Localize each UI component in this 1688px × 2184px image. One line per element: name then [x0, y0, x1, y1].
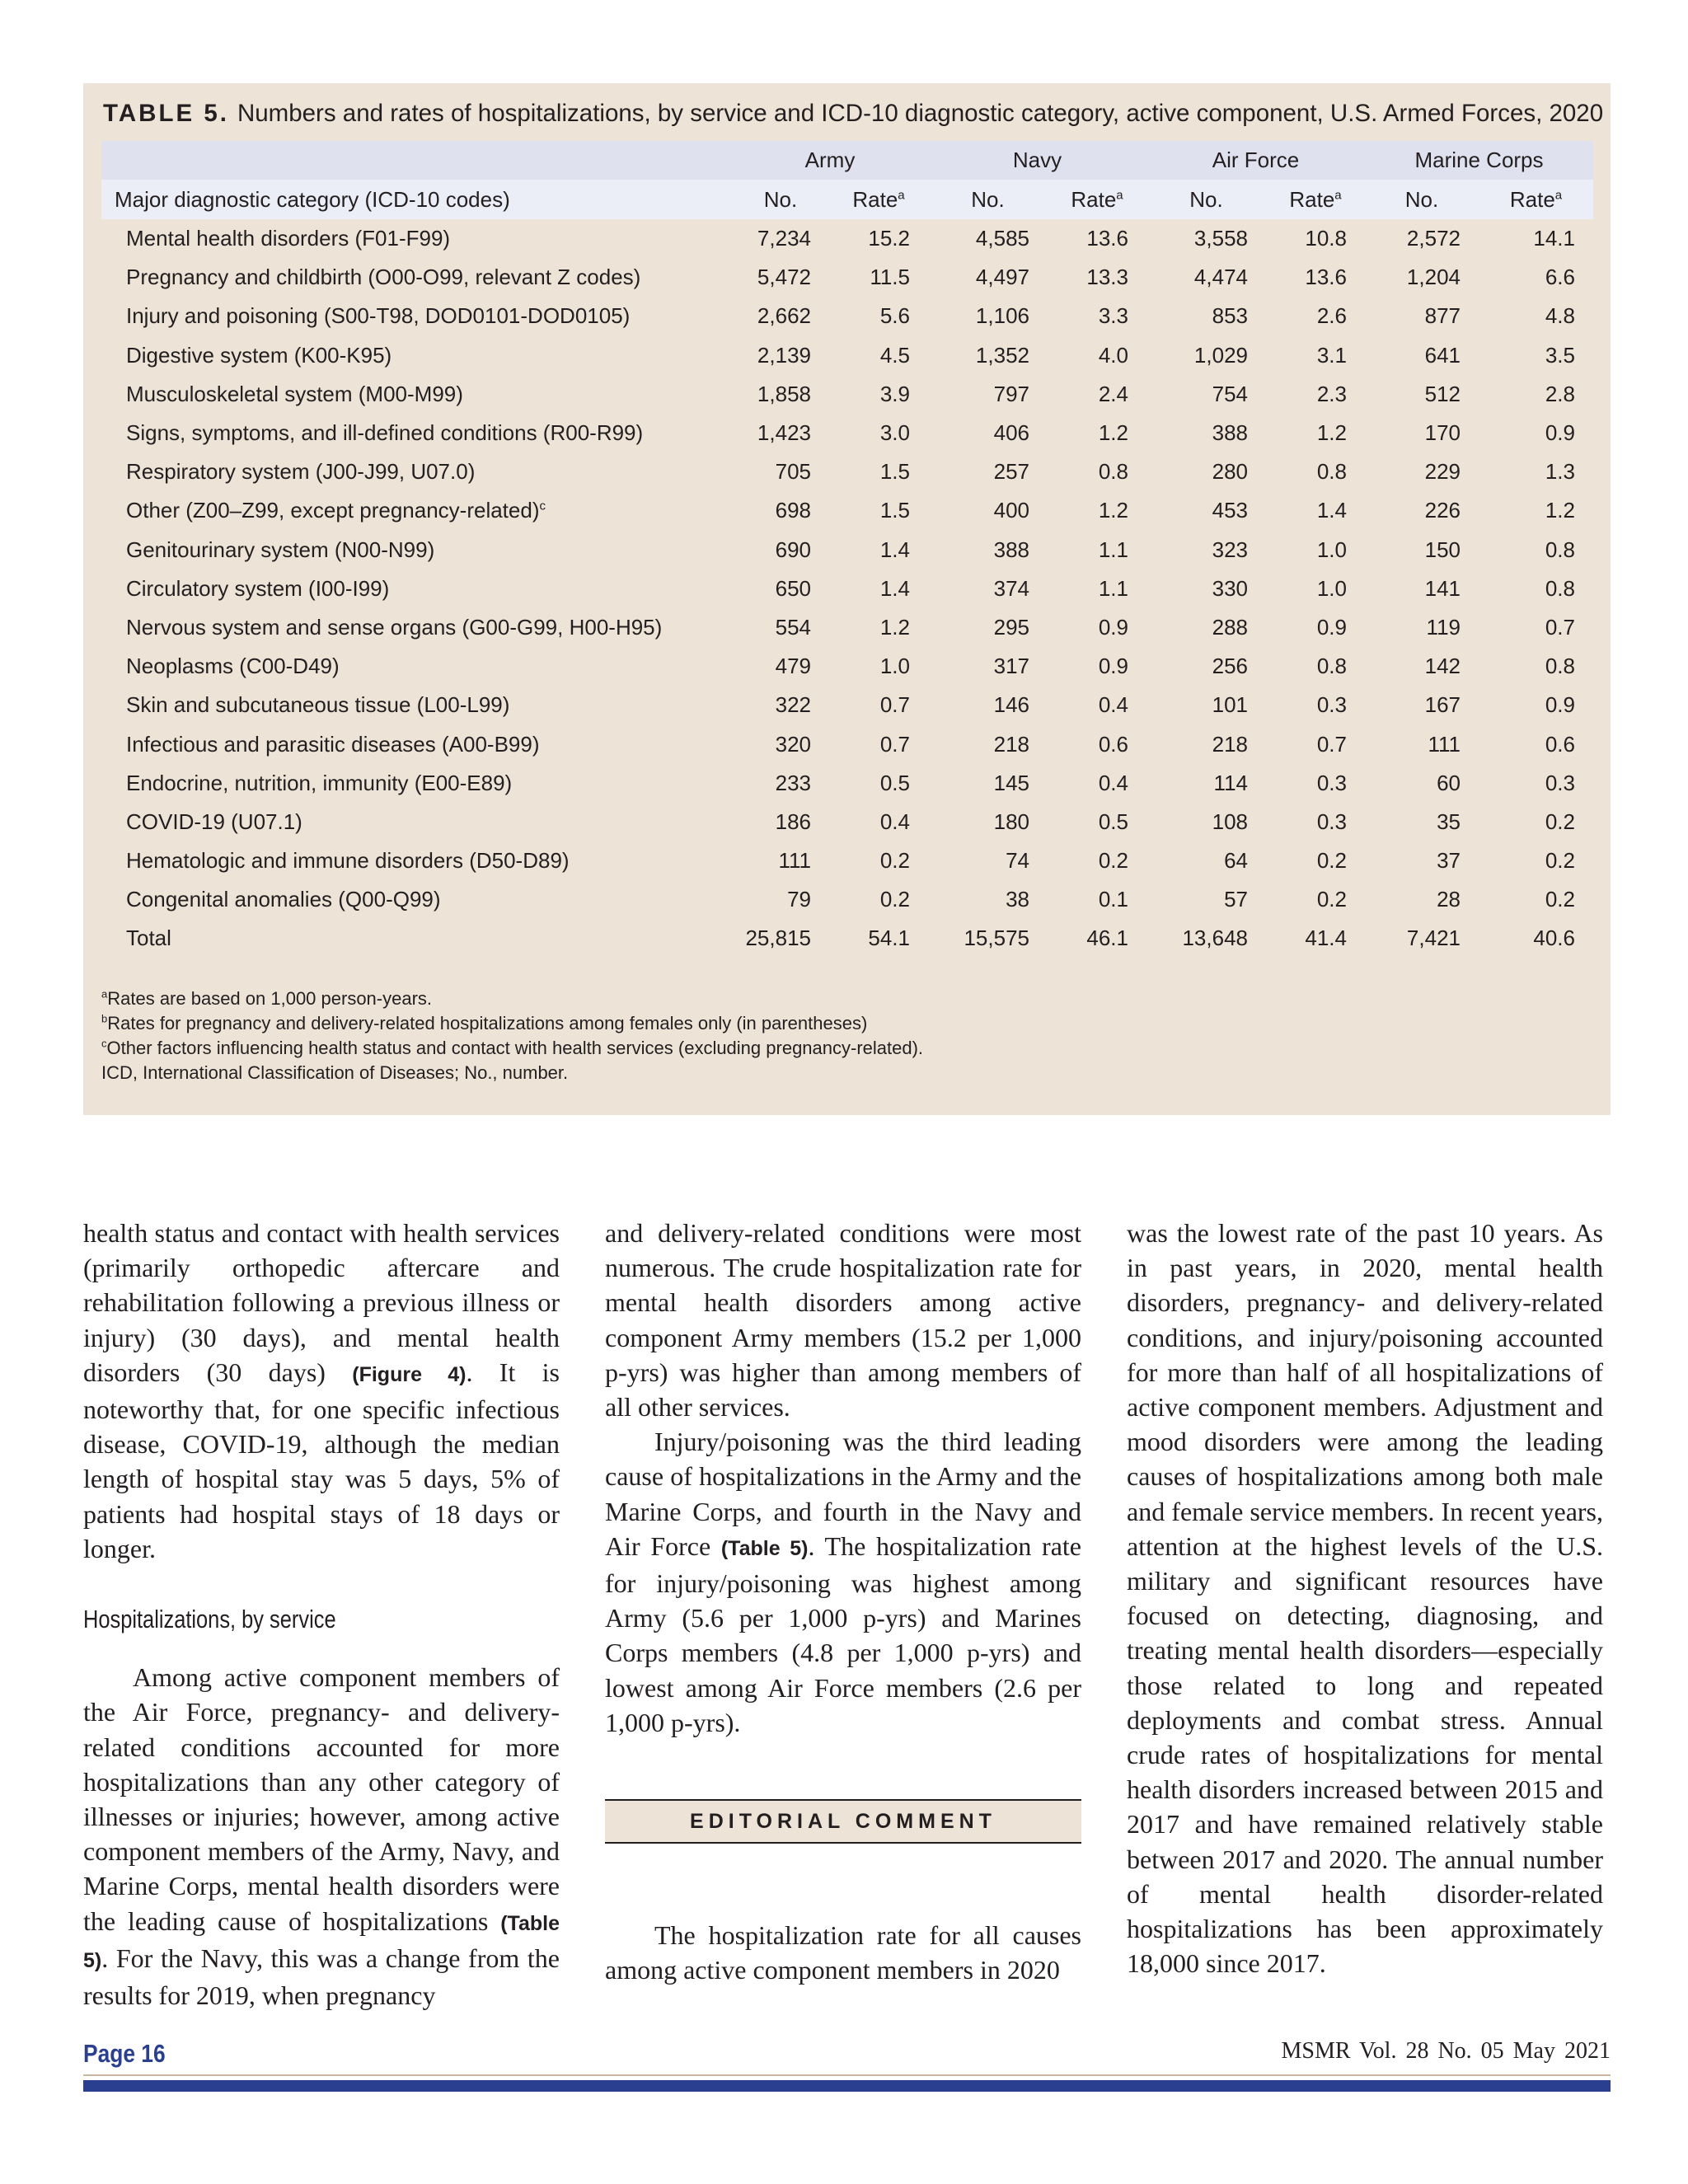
rate-cell: 1.0 — [1316, 537, 1347, 562]
footnote: $^c$Other factors influencing health status and contact with health services (excluding pregnancy-related). — [101, 1037, 924, 1058]
rate-cell: 0.9 — [1545, 420, 1575, 446]
category-cell: Infectious and parasitic diseases (A00-B99) — [126, 731, 540, 757]
count-cell: 25,815 — [745, 926, 811, 951]
category-cell: Skin and subcutaneous tissue (L00-L99) — [126, 692, 510, 718]
category-cell: Mental health disorders (F01-F99) — [126, 226, 451, 251]
rate-cell: 1.0 — [879, 654, 910, 679]
figure-4-reference: (Figure 4) — [352, 1362, 467, 1386]
rate-cell: 4.0 — [1098, 342, 1128, 368]
table-row — [101, 647, 1593, 686]
category-cell: COVID-19 (U07.1) — [126, 808, 302, 834]
rate-cell: 1.4 — [879, 575, 910, 601]
rate-cell: 10.8 — [1305, 226, 1347, 251]
count-cell: 320 — [775, 731, 811, 757]
rate-cell: 0.8 — [1545, 537, 1575, 562]
rate-cell: 0.7 — [879, 692, 910, 718]
rate-cell: 0.3 — [1316, 692, 1347, 718]
rate-cell: 0.5 — [1098, 808, 1128, 834]
rate-cell: 3.9 — [879, 381, 910, 406]
text-column-1 — [83, 1216, 560, 2013]
rate-cell: 2.6 — [1316, 303, 1347, 329]
rate-cell: 1.0 — [1316, 575, 1347, 601]
page-number: Page 16 — [83, 2039, 166, 2068]
group-air-force: Air Force — [1146, 141, 1365, 180]
column-header-no: No. — [928, 180, 1048, 219]
table-row — [101, 452, 1593, 491]
rate-cell: 0.3 — [1316, 770, 1347, 795]
count-cell: 4,497 — [975, 265, 1029, 290]
table-row — [101, 803, 1593, 841]
count-cell: 5,472 — [757, 265, 811, 290]
count-cell: 1,352 — [975, 342, 1029, 368]
rate-cell: 0.9 — [1316, 614, 1347, 640]
count-cell: 233 — [775, 770, 811, 795]
count-cell: 797 — [993, 381, 1029, 406]
rate-cell: 0.4 — [879, 808, 910, 834]
count-cell: 388 — [1212, 420, 1248, 446]
count-cell: 111 — [1428, 731, 1461, 757]
count-cell: 119 — [1426, 614, 1461, 640]
rate-cell: 0.7 — [879, 731, 910, 757]
count-cell: 114 — [1213, 770, 1248, 795]
rate-cell: 1.4 — [1316, 498, 1347, 523]
paragraph: and delivery-related conditions were most numerous. The crude hospitalization rate for mental health disorders among active component Army members (15.2 per 1,000 p-yrs) was higher than among members of all other services. — [605, 1218, 1081, 1422]
rate-cell: 0.8 — [1316, 459, 1347, 485]
table-row — [101, 919, 1593, 958]
count-cell: 4,474 — [1193, 265, 1248, 290]
count-cell: 698 — [775, 498, 811, 523]
rate-cell: 3.3 — [1098, 303, 1128, 329]
count-cell: 256 — [1212, 654, 1248, 679]
rate-cell: 13.6 — [1305, 265, 1347, 290]
count-cell: 257 — [993, 459, 1029, 485]
count-cell: 453 — [1212, 498, 1248, 523]
count-cell: 479 — [775, 654, 811, 679]
rate-cell: 3.5 — [1545, 342, 1575, 368]
column-header-rate: Rate$^a$ — [1266, 180, 1365, 219]
table-5-reference: (Table 5) — [83, 1911, 560, 1972]
count-cell: 317 — [993, 654, 1029, 679]
rate-cell: 46.1 — [1086, 926, 1128, 951]
count-cell: 406 — [993, 420, 1029, 446]
table-caption — [103, 100, 1603, 128]
rate-cell: 0.5 — [879, 770, 910, 795]
count-cell: 38 — [1006, 887, 1029, 912]
rate-cell: 2.4 — [1098, 381, 1128, 406]
rate-cell: 15.2 — [868, 226, 910, 251]
count-cell: 37 — [1437, 848, 1461, 874]
rate-cell: 1.5 — [879, 498, 910, 523]
count-cell: 180 — [993, 808, 1029, 834]
rate-cell: 1.4 — [879, 537, 910, 562]
rate-cell: 1.3 — [1545, 459, 1575, 485]
count-cell: 754 — [1212, 381, 1248, 406]
count-cell: 229 — [1424, 459, 1461, 485]
count-cell: 186 — [775, 808, 811, 834]
rate-cell: 0.8 — [1545, 654, 1575, 679]
category-cell: Other (Z00–Z99, except pregnancy-related)$^c$ — [126, 498, 546, 523]
count-cell: 400 — [993, 498, 1029, 523]
paragraph: health status and contact with health services (primarily orthopedic aftercare and rehabilitation following a previous illness or injury) (30 days), and mental health disorders (30 days) (Figure 4). It is noteworthy that, for one specific infectious disease, COVID-19, although the median length of hospital stay was 5 days, 5% of patients had hospital stays of 18 days or longer. — [83, 1218, 560, 1563]
rate-cell: 1.2 — [879, 614, 910, 640]
column-header-rate: Rate$^a$ — [829, 180, 928, 219]
footer-bar — [83, 2080, 1611, 2092]
rate-cell: 40.6 — [1533, 926, 1575, 951]
rate-cell: 6.6 — [1545, 265, 1575, 290]
footnote: ICD, International Classification of Diseases; No., number. — [101, 1062, 569, 1083]
count-cell: 1,423 — [757, 420, 811, 446]
count-cell: 374 — [993, 575, 1029, 601]
table-row — [101, 764, 1593, 803]
group-header-spacer — [101, 141, 732, 180]
column-header-row — [101, 180, 1593, 219]
rate-cell: 0.8 — [1545, 575, 1575, 601]
table-row — [101, 569, 1593, 608]
table-5-reference: (Table 5) — [720, 1536, 809, 1560]
count-cell: 167 — [1424, 692, 1461, 718]
count-cell: 142 — [1424, 654, 1461, 679]
rate-cell: 0.8 — [1098, 459, 1128, 485]
category-cell: Nervous system and sense organs (G00-G99, H00-H95) — [126, 614, 663, 640]
group-army: Army — [732, 141, 928, 180]
editorial-comment-heading: EDITORIAL COMMENT — [605, 1799, 1081, 1844]
footnote: $^b$Rates for pregnancy and delivery-related hospitalizations among females only (in parentheses) — [101, 1012, 868, 1033]
rate-cell: 0.6 — [1545, 731, 1575, 757]
rate-cell: 0.9 — [1545, 692, 1575, 718]
category-cell: Congenital anomalies (Q00-Q99) — [126, 887, 441, 912]
count-cell: 2,139 — [757, 342, 811, 368]
table-row — [101, 414, 1593, 452]
count-cell: 2,662 — [757, 303, 811, 329]
rate-cell: 0.4 — [1098, 770, 1128, 795]
rate-cell: 1.2 — [1098, 420, 1128, 446]
rate-cell: 5.6 — [879, 303, 910, 329]
category-column-header: Major diagnostic category (ICD-10 codes) — [101, 180, 732, 219]
table-row — [101, 491, 1593, 530]
rate-cell: 0.2 — [1545, 848, 1575, 874]
count-cell: 108 — [1212, 808, 1248, 834]
count-cell: 388 — [993, 537, 1029, 562]
category-cell: Hematologic and immune disorders (D50-D89) — [126, 848, 570, 874]
section-heading: Hospitalizations, by service — [83, 1605, 336, 1634]
count-cell: 853 — [1212, 303, 1248, 329]
count-cell: 218 — [993, 731, 1029, 757]
count-cell: 7,421 — [1406, 926, 1461, 951]
paragraph: Among active component members of the Air Force, pregnancy- and delivery-related conditions accounted for more hospitalizations than any other category of illnesses or injuries; however, among active component members of the Army, Navy, and Marine Corps, mental health disorders were the leading cause of hospitalizations (Table 5). For the Navy, this was a change from the results for 2019, when pregnancy — [83, 1662, 560, 2011]
service-group-header — [101, 141, 1593, 180]
rate-cell: 13.6 — [1086, 226, 1128, 251]
table-row — [101, 608, 1593, 647]
count-cell: 4,585 — [975, 226, 1029, 251]
rate-cell: 1.2 — [1316, 420, 1347, 446]
count-cell: 330 — [1212, 575, 1248, 601]
category-cell: Digestive system (K00-K95) — [126, 342, 392, 368]
rate-cell: 0.1 — [1098, 887, 1128, 912]
footnote: $^a$Rates are based on 1,000 person-years. — [101, 987, 433, 1009]
count-cell: 705 — [775, 459, 811, 485]
count-cell: 3,558 — [1193, 226, 1248, 251]
count-cell: 226 — [1424, 498, 1461, 523]
count-cell: 2,572 — [1406, 226, 1461, 251]
rate-cell: 1.2 — [1545, 498, 1575, 523]
table-row — [101, 841, 1593, 880]
count-cell: 79 — [787, 887, 811, 912]
journal-issue: MSMR Vol. 28 No. 05 May 2021 — [1281, 2038, 1611, 2064]
count-cell: 15,575 — [964, 926, 1029, 951]
rate-cell: 0.2 — [879, 848, 910, 874]
rate-cell: 0.3 — [1316, 808, 1347, 834]
rate-cell: 1.1 — [1098, 537, 1128, 562]
rate-cell: 13.3 — [1086, 265, 1128, 290]
count-cell: 141 — [1424, 575, 1461, 601]
count-cell: 295 — [993, 614, 1029, 640]
rate-cell: 1.2 — [1098, 498, 1128, 523]
count-cell: 57 — [1224, 887, 1248, 912]
rate-cell: 14.1 — [1533, 226, 1575, 251]
rate-cell: 0.7 — [1545, 614, 1575, 640]
hospitalizations-table — [101, 141, 1593, 958]
count-cell: 170 — [1424, 420, 1461, 446]
rate-cell: 2.3 — [1316, 381, 1347, 406]
count-cell: 60 — [1437, 770, 1461, 795]
text-column-3 — [1127, 1216, 1603, 1980]
count-cell: 218 — [1212, 731, 1248, 757]
table-footnotes — [101, 987, 1585, 1085]
category-cell: Endocrine, nutrition, immunity (E00-E89) — [126, 770, 513, 795]
count-cell: 650 — [775, 575, 811, 601]
count-cell: 150 — [1424, 537, 1461, 562]
footer-divider — [83, 2074, 1611, 2076]
count-cell: 111 — [778, 848, 811, 874]
table-row — [101, 336, 1593, 375]
rate-cell: 0.2 — [1316, 887, 1347, 912]
category-cell: Pregnancy and childbirth (O00-O99, relevant Z codes) — [126, 265, 641, 290]
count-cell: 101 — [1212, 692, 1248, 718]
text-column-2 — [605, 1216, 1081, 1987]
table-body — [101, 219, 1593, 958]
rate-cell: 4.5 — [879, 342, 910, 368]
count-cell: 512 — [1424, 381, 1461, 406]
rate-cell: 3.0 — [879, 420, 910, 446]
rate-cell: 11.5 — [870, 265, 910, 290]
column-header-no: No. — [1146, 180, 1266, 219]
count-cell: 690 — [775, 537, 811, 562]
table-row — [101, 258, 1593, 297]
rate-cell: 54.1 — [868, 926, 910, 951]
count-cell: 7,234 — [757, 226, 811, 251]
table-row — [101, 880, 1593, 919]
count-cell: 1,029 — [1193, 342, 1248, 368]
count-cell: 28 — [1437, 887, 1461, 912]
count-cell: 288 — [1212, 614, 1248, 640]
rate-cell: 0.9 — [1098, 654, 1128, 679]
rate-cell: 1.1 — [1098, 575, 1128, 601]
category-cell: Signs, symptoms, and ill-defined conditions (R00-R99) — [126, 420, 644, 446]
count-cell: 146 — [993, 692, 1029, 718]
count-cell: 1,106 — [975, 303, 1029, 329]
category-cell: Circulatory system (I00-I99) — [126, 575, 390, 601]
column-header-no: No. — [1365, 180, 1479, 219]
paragraph: Injury/poisoning was the third leading cause of hospitalizations in the Army and the Marine Corps, and fourth in the Navy and Air Force (Table 5). The hospitalization rate for injury/poisoning was highest among Army (5.6 per 1,000 p-yrs) and Marines Corps members (4.8 per 1,000 p-yrs) and lowest among Air Force members (2.6 per 1,000 p-yrs). — [605, 1427, 1082, 1737]
table-row — [101, 297, 1593, 335]
count-cell: 641 — [1424, 342, 1461, 368]
table-5-box — [83, 83, 1611, 1115]
count-cell: 280 — [1212, 459, 1248, 485]
rate-cell: 0.6 — [1098, 731, 1128, 757]
count-cell: 145 — [993, 770, 1029, 795]
column-header-no: No. — [732, 180, 829, 219]
rate-cell: 2.8 — [1545, 381, 1575, 406]
table-row — [101, 219, 1593, 258]
rate-cell: 0.2 — [1316, 848, 1347, 874]
rate-cell: 0.3 — [1545, 770, 1575, 795]
paragraph: was the lowest rate of the past 10 years. As in past years, in 2020, mental health disorders, pregnancy- and delivery-related conditions, and injury/poisoning accounted for more than half of all hospitalizations of active component members. Adjustment and mood disorders were among the leading causes of hospitalizations among both male and female service members. In recent years, attention at the highest levels of the U.S. military and significant resources have focused on detecting, diagnosing, and treating mental health disorders—especially those related to long and repeated deployments and combat stress. Annual crude rates of hospitalizations for mental health disorders increased between 2015 and 2017 and have remained relatively stable between 2017 and 2020. The annual number of mental health disorder-related hospitalizations has been approximately 18,000 since 2017. — [1127, 1218, 1603, 1979]
rate-cell: 0.2 — [879, 887, 910, 912]
rate-cell: 0.2 — [1098, 848, 1128, 874]
category-cell: Neoplasms (C00-D49) — [126, 654, 340, 679]
category-cell: Musculoskeletal system (M00-M99) — [126, 381, 463, 406]
rate-cell: 0.8 — [1316, 654, 1347, 679]
rate-cell: 0.2 — [1545, 887, 1575, 912]
rate-cell: 4.8 — [1545, 303, 1575, 329]
table-label: TABLE 5. — [103, 100, 229, 127]
count-cell: 35 — [1437, 808, 1461, 834]
table-row — [101, 375, 1593, 414]
column-header-rate: Rate$^a$ — [1048, 180, 1146, 219]
rate-cell: 0.4 — [1098, 692, 1128, 718]
category-cell: Total — [126, 926, 171, 951]
count-cell: 64 — [1224, 848, 1248, 874]
rate-cell: 0.2 — [1545, 808, 1575, 834]
count-cell: 1,204 — [1406, 265, 1461, 290]
table-row — [101, 531, 1593, 569]
category-cell: Injury and poisoning (S00-T98, DOD0101-DOD0105) — [126, 303, 631, 329]
paragraph: The hospitalization rate for all causes among active component members in 2020 — [605, 1920, 1081, 1985]
group-marine-corps: Marine Corps — [1365, 141, 1593, 180]
category-cell: Respiratory system (J00-J99, U07.0) — [126, 459, 476, 485]
column-header-rate: Rate$^a$ — [1479, 180, 1593, 219]
rate-cell: 41.4 — [1305, 926, 1347, 951]
count-cell: 13,648 — [1182, 926, 1248, 951]
rate-cell: 0.7 — [1316, 731, 1347, 757]
category-cell: Genitourinary system (N00-N99) — [126, 537, 435, 562]
rate-cell: 0.9 — [1098, 614, 1128, 640]
count-cell: 1,858 — [757, 381, 811, 406]
rate-cell: 3.1 — [1316, 342, 1347, 368]
rate-cell: 1.5 — [879, 459, 910, 485]
group-navy: Navy — [928, 141, 1146, 180]
count-cell: 877 — [1424, 303, 1461, 329]
count-cell: 554 — [775, 614, 811, 640]
count-cell: 322 — [775, 692, 811, 718]
count-cell: 323 — [1212, 537, 1248, 562]
count-cell: 74 — [1006, 848, 1029, 874]
table-title: Numbers and rates of hospitalizations, by service and ICD-10 diagnostic category, active component, U.S. Armed Forces, 2020 — [237, 100, 1604, 127]
table-row — [101, 724, 1593, 763]
table-row — [101, 686, 1593, 724]
